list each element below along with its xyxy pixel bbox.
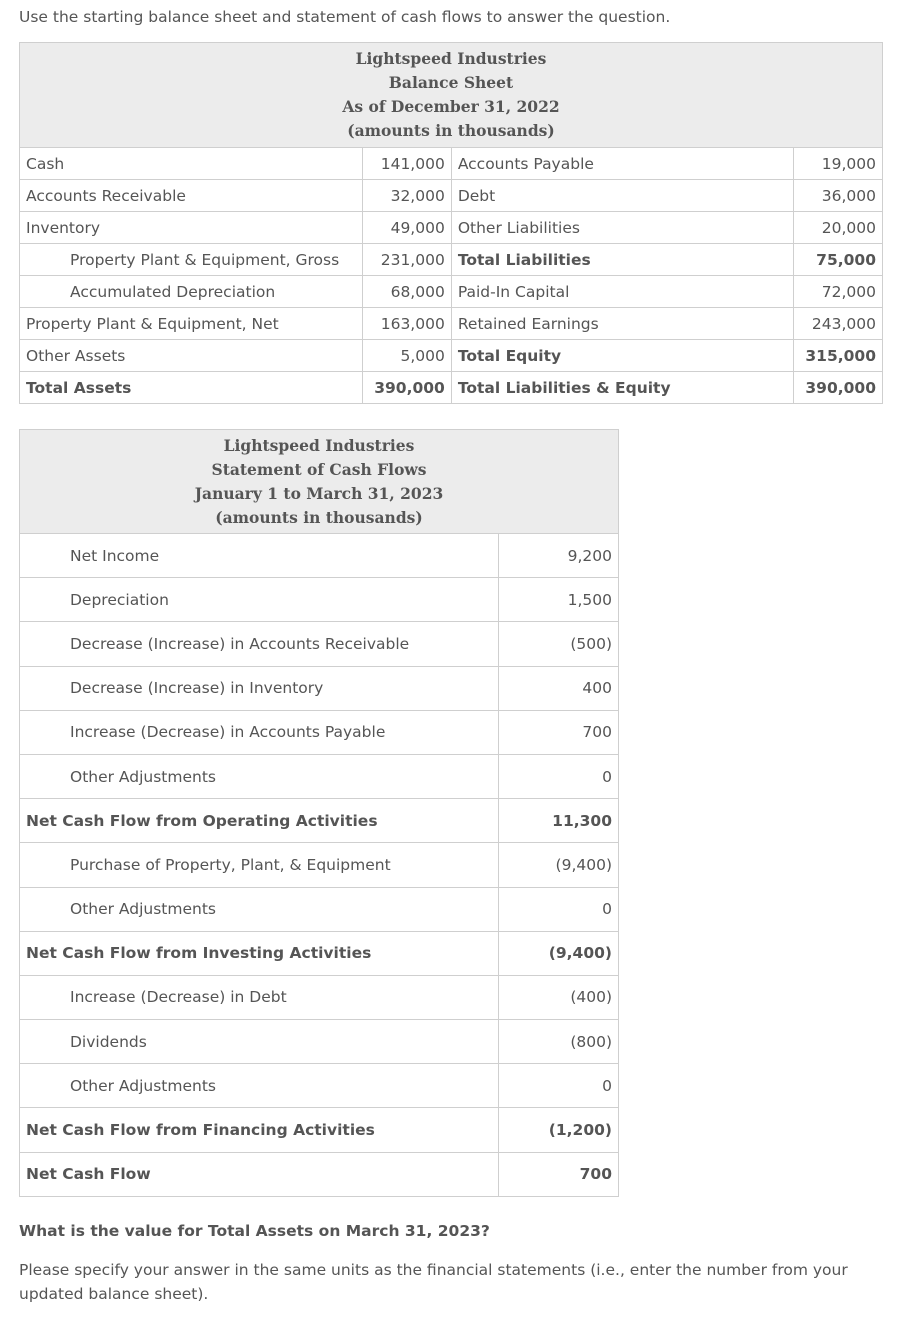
total-equity-label: Total Equity: [451, 340, 793, 372]
total-liabilities-value: 75,000: [794, 244, 883, 276]
cf-value: (400): [499, 975, 619, 1019]
asset-value: 5,000: [362, 340, 451, 372]
table-row: [20, 710, 619, 754]
table-row: [20, 340, 883, 372]
statement-date: As of December 31, 2022: [342, 97, 560, 116]
cash-flow-table: [19, 429, 619, 1197]
table-row: [20, 975, 619, 1019]
table-row: [20, 1152, 619, 1196]
cf-value: 1,500: [499, 578, 619, 622]
instructions-text: Please specify your answer in the same units as the financial statements (i.e., enter the number from your updated balance sheet).: [19, 1261, 848, 1303]
table-row: [20, 180, 883, 212]
asset-label: Other Assets: [20, 340, 363, 372]
table-row: [20, 148, 883, 180]
asset-value: 32,000: [362, 180, 451, 212]
units-note: (amounts in thousands): [347, 121, 555, 140]
table-row: [20, 622, 619, 666]
statement-name: Statement of Cash Flows: [211, 459, 427, 479]
equity-label: Paid-In Capital: [451, 276, 793, 308]
table-row: [20, 1020, 619, 1064]
investing-total-value: (9,400): [499, 931, 619, 975]
operating-total-value: 11,300: [499, 799, 619, 843]
cf-label: Other Adjustments: [20, 887, 499, 931]
cf-value: 9,200: [499, 534, 619, 578]
cf-value: 0: [499, 754, 619, 798]
asset-label: Property Plant & Equipment, Net: [20, 308, 363, 340]
cf-label: Other Adjustments: [20, 1064, 499, 1108]
total-liabilities-label: Total Liabilities: [451, 244, 793, 276]
investing-total-label: Net Cash Flow from Investing Activities: [20, 931, 499, 975]
asset-label: Inventory: [20, 212, 363, 244]
balance-sheet-header: [20, 43, 883, 148]
table-row: [20, 578, 619, 622]
table-row: [20, 1064, 619, 1108]
asset-label: Accounts Receivable: [20, 180, 363, 212]
asset-label: Cash: [20, 148, 363, 180]
table-row: [20, 754, 619, 798]
liability-label: Debt: [451, 180, 793, 212]
asset-value: 163,000: [362, 308, 451, 340]
table-row: [20, 666, 619, 710]
statement-period: January 1 to March 31, 2023: [194, 483, 444, 503]
cf-label: Decrease (Increase) in Accounts Receivable: [20, 622, 499, 666]
asset-value: 49,000: [362, 212, 451, 244]
units-note: (amounts in thousands): [215, 507, 423, 527]
cf-label: Increase (Decrease) in Accounts Payable: [20, 710, 499, 754]
table-row: [20, 931, 619, 975]
cf-label: Other Adjustments: [20, 754, 499, 798]
table-row: [20, 372, 883, 404]
cf-value: (9,400): [499, 843, 619, 887]
cf-value: (800): [499, 1020, 619, 1064]
operating-total-label: Net Cash Flow from Operating Activities: [20, 799, 499, 843]
table-row: [20, 276, 883, 308]
cf-label: Depreciation: [20, 578, 499, 622]
company-name: Lightspeed Industries: [355, 49, 547, 68]
liability-value: 36,000: [794, 180, 883, 212]
question-text: What is the value for Total Assets on March 31, 2023?: [19, 1222, 490, 1240]
liability-label: Other Liabilities: [451, 212, 793, 244]
total-liabilities-equity-label: Total Liabilities & Equity: [451, 372, 793, 404]
cf-label: Decrease (Increase) in Inventory: [20, 666, 499, 710]
financing-total-value: (1,200): [499, 1108, 619, 1152]
cf-value: 700: [499, 710, 619, 754]
balance-sheet-table: [19, 42, 883, 404]
liability-label: Accounts Payable: [451, 148, 793, 180]
total-equity-value: 315,000: [794, 340, 883, 372]
company-name: Lightspeed Industries: [223, 435, 415, 455]
table-row: [20, 212, 883, 244]
asset-value: 68,000: [362, 276, 451, 308]
cf-label: Net Income: [20, 534, 499, 578]
total-assets-label: Total Assets: [20, 372, 363, 404]
asset-label: Accumulated Depreciation: [20, 276, 363, 308]
asset-value: 141,000: [362, 148, 451, 180]
table-row: [20, 799, 619, 843]
table-row: [20, 244, 883, 276]
cf-value: (500): [499, 622, 619, 666]
total-liabilities-equity-value: 390,000: [794, 372, 883, 404]
table-row: [20, 308, 883, 340]
cf-label: Increase (Decrease) in Debt: [20, 975, 499, 1019]
equity-value: 72,000: [794, 276, 883, 308]
table-row: [20, 1108, 619, 1152]
cf-value: 400: [499, 666, 619, 710]
cash-flow-header: [20, 430, 619, 534]
intro-text: Use the starting balance sheet and statement of cash flows to answer the question.: [19, 8, 671, 26]
cf-value: 0: [499, 887, 619, 931]
financing-total-label: Net Cash Flow from Financing Activities: [20, 1108, 499, 1152]
statement-name: Balance Sheet: [388, 73, 514, 92]
net-cash-flow-value: 700: [499, 1152, 619, 1196]
table-row: [20, 843, 619, 887]
liability-value: 20,000: [794, 212, 883, 244]
liability-value: 19,000: [794, 148, 883, 180]
equity-value: 243,000: [794, 308, 883, 340]
total-assets-value: 390,000: [362, 372, 451, 404]
cf-label: Purchase of Property, Plant, & Equipment: [20, 843, 499, 887]
asset-label: Property Plant & Equipment, Gross: [20, 244, 363, 276]
table-row: [20, 887, 619, 931]
asset-value: 231,000: [362, 244, 451, 276]
cf-value: 0: [499, 1064, 619, 1108]
equity-label: Retained Earnings: [451, 308, 793, 340]
net-cash-flow-label: Net Cash Flow: [20, 1152, 499, 1196]
table-row: [20, 534, 619, 578]
cf-label: Dividends: [20, 1020, 499, 1064]
